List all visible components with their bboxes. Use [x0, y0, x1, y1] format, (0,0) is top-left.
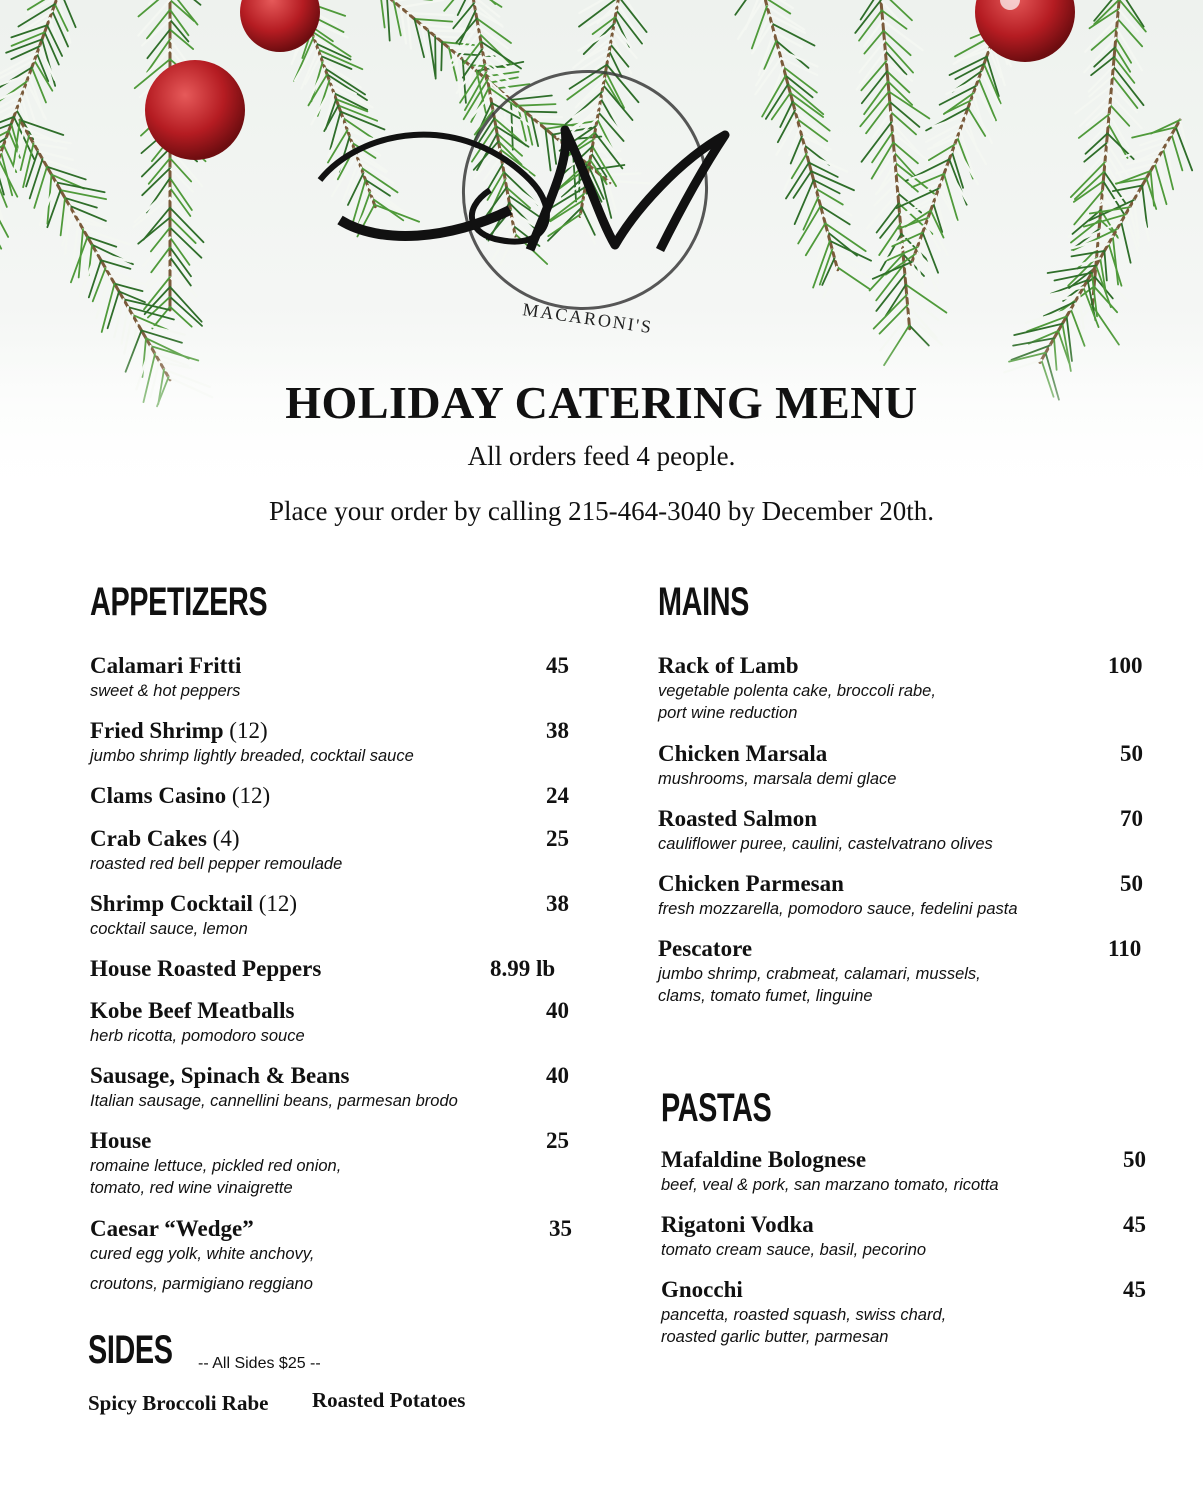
macaronis-logo [300, 70, 760, 340]
menu-item-price: 50 [1123, 1147, 1146, 1172]
menu-item-description: jumbo shrimp, crabmeat, calamari, mussels, [658, 965, 981, 983]
menu-item-name [658, 935, 1178, 963]
menu-item-name [658, 652, 1178, 680]
order-instructions: Place your order by calling 215-464-3040 by December 20th. [268, 496, 935, 526]
menu-item-description: roasted garlic butter, parmesan [661, 1328, 889, 1346]
menu-item-price: 70 [1120, 806, 1143, 831]
menu-item-title: Fried Shrimp [90, 718, 224, 743]
menu-item-description: Italian sausage, cannellini beans, parmesan brodo [90, 1092, 458, 1110]
sides-heading: SIDES [88, 1328, 173, 1372]
menu-item-price: 8.99 lb [490, 956, 556, 981]
menu-item-name [90, 1062, 610, 1090]
menu-item [90, 782, 610, 810]
side-item: Roasted Potatoes [312, 1388, 466, 1412]
menu-item-name [90, 825, 610, 853]
menu-item-description: pancetta, roasted squash, swiss chard, [661, 1306, 947, 1324]
menu-item-description: beef, veal & pork, san marzano tomato, ricotta [661, 1176, 999, 1194]
menu-item-price: 35 [549, 1216, 572, 1241]
menu-item-name [90, 997, 610, 1025]
menu-item-title: House [90, 1128, 152, 1153]
menu-item [90, 1127, 610, 1199]
menu-item-price: 38 [546, 891, 569, 916]
menu-item-description: vegetable polenta cake, broccoli rabe, [658, 682, 936, 700]
menu-item-title: Chicken Parmesan [658, 871, 844, 896]
serving-note: All orders feed 4 people. [467, 441, 736, 471]
menu-item-title: Rack of Lamb [658, 653, 799, 678]
menu-item [90, 652, 610, 702]
menu-item-title: Clams Casino [90, 783, 227, 808]
menu-item-title: Roasted Salmon [658, 806, 818, 831]
menu-item [658, 652, 1178, 724]
menu-item-name [90, 1127, 610, 1155]
menu-item-name [90, 652, 610, 680]
menu-item-title: Crab Cakes [90, 826, 207, 851]
menu-item-description: port wine reduction [658, 704, 798, 722]
menu-item [90, 1215, 610, 1295]
menu-item-description: cured egg yolk, white anchovy, [90, 1245, 315, 1263]
menu-item-name [90, 717, 610, 745]
menu-item [658, 805, 1178, 855]
menu-item-title: Shrimp Cocktail [90, 891, 253, 916]
menu-item-price: 100 [1108, 653, 1143, 678]
menu-item-name [658, 870, 1178, 898]
menu-item-quantity: (12) [258, 891, 298, 916]
menu-item-name [90, 782, 610, 810]
menu-item-description: clams, tomato fumet, linguine [658, 987, 873, 1005]
menu-item-name [90, 890, 610, 918]
menu-item [661, 1211, 1181, 1261]
menu-item-description: herb ricotta, pomodoro souce [90, 1027, 305, 1045]
menu-item-title: Pescatore [658, 936, 753, 961]
menu-item-title: Chicken Marsala [658, 741, 828, 766]
menu-item-quantity: (12) [229, 718, 268, 743]
menu-item-price: 25 [546, 826, 569, 851]
menu-item-description: mushrooms, marsala demi glace [658, 770, 897, 788]
appetizers-heading: APPETIZERS [90, 580, 268, 624]
menu-item-quantity: (4) [212, 826, 240, 851]
menu-item-price: 38 [546, 718, 569, 743]
menu-item-name [661, 1276, 1181, 1304]
side-item: Spicy Broccoli Rabe [88, 1391, 269, 1415]
menu-item-price: 25 [546, 1128, 569, 1153]
menu-item-title: Caesar “Wedge” [90, 1216, 254, 1241]
mains-heading: MAINS [658, 580, 750, 624]
pastas-heading: PASTAS [661, 1086, 772, 1130]
menu-item-price: 45 [1123, 1212, 1146, 1237]
menu-item-description: cocktail sauce, lemon [90, 920, 248, 938]
menu-item [90, 955, 610, 983]
menu-item-description: romaine lettuce, pickled red onion, [90, 1157, 342, 1175]
menu-item [658, 740, 1178, 790]
menu-item-title: House Roasted Peppers [90, 956, 322, 981]
menu-item-description: roasted red bell pepper remoulade [90, 855, 343, 873]
menu-item-price: 110 [1108, 936, 1142, 961]
menu-item-title: Sausage, Spinach & Beans [90, 1063, 350, 1088]
menu-item-title: Kobe Beef Meatballs [90, 998, 295, 1023]
menu-item-title: Mafaldine Bolognese [661, 1147, 867, 1172]
menu-title: HOLIDAY CATERING MENU [285, 377, 918, 428]
menu-item-price: 40 [546, 998, 569, 1023]
menu-item [90, 825, 610, 875]
menu-item [90, 997, 610, 1047]
menu-item-name [658, 740, 1178, 768]
menu-item-title: Rigatoni Vodka [661, 1212, 814, 1237]
menu-item-description: tomato cream sauce, basil, pecorino [661, 1241, 927, 1259]
menu-item-price: 45 [546, 653, 569, 678]
menu-item [661, 1276, 1181, 1348]
menu-item [661, 1146, 1181, 1196]
menu-item-title: Gnocchi [661, 1277, 743, 1302]
menu-item-description: croutons, parmigiano reggiano [90, 1275, 313, 1293]
menu-item [90, 717, 610, 767]
menu-item-price: 50 [1120, 741, 1143, 766]
menu-item-description: tomato, red wine vinaigrette [90, 1179, 293, 1197]
menu-item-description: jumbo shrimp lightly breaded, cocktail sauce [90, 747, 414, 765]
menu-item [90, 890, 610, 940]
sides-price-note: -- All Sides $25 -- [198, 1355, 321, 1372]
menu-item-name [661, 1146, 1181, 1174]
menu-item-name [658, 805, 1178, 833]
menu-item-description: fresh mozzarella, pomodoro sauce, fedelini pasta [658, 900, 1018, 918]
menu-item-description: sweet & hot peppers [90, 682, 241, 700]
menu-item [90, 1062, 610, 1112]
menu-item-quantity: (12) [231, 783, 271, 808]
menu-item-title: Calamari Fritti [90, 653, 242, 678]
menu-item-price: 40 [546, 1063, 569, 1088]
menu-item-price: 24 [546, 783, 569, 808]
menu-item [658, 870, 1178, 920]
menu-item-price: 50 [1120, 871, 1143, 896]
menu-item [658, 935, 1178, 1007]
logo-wordmark: MACARONI'S [521, 299, 655, 338]
menu-item-description: cauliflower puree, caulini, castelvatrano olives [658, 835, 993, 853]
menu-item-price: 45 [1123, 1277, 1146, 1302]
menu-item-name [90, 1215, 610, 1243]
menu-item-name [661, 1211, 1181, 1239]
